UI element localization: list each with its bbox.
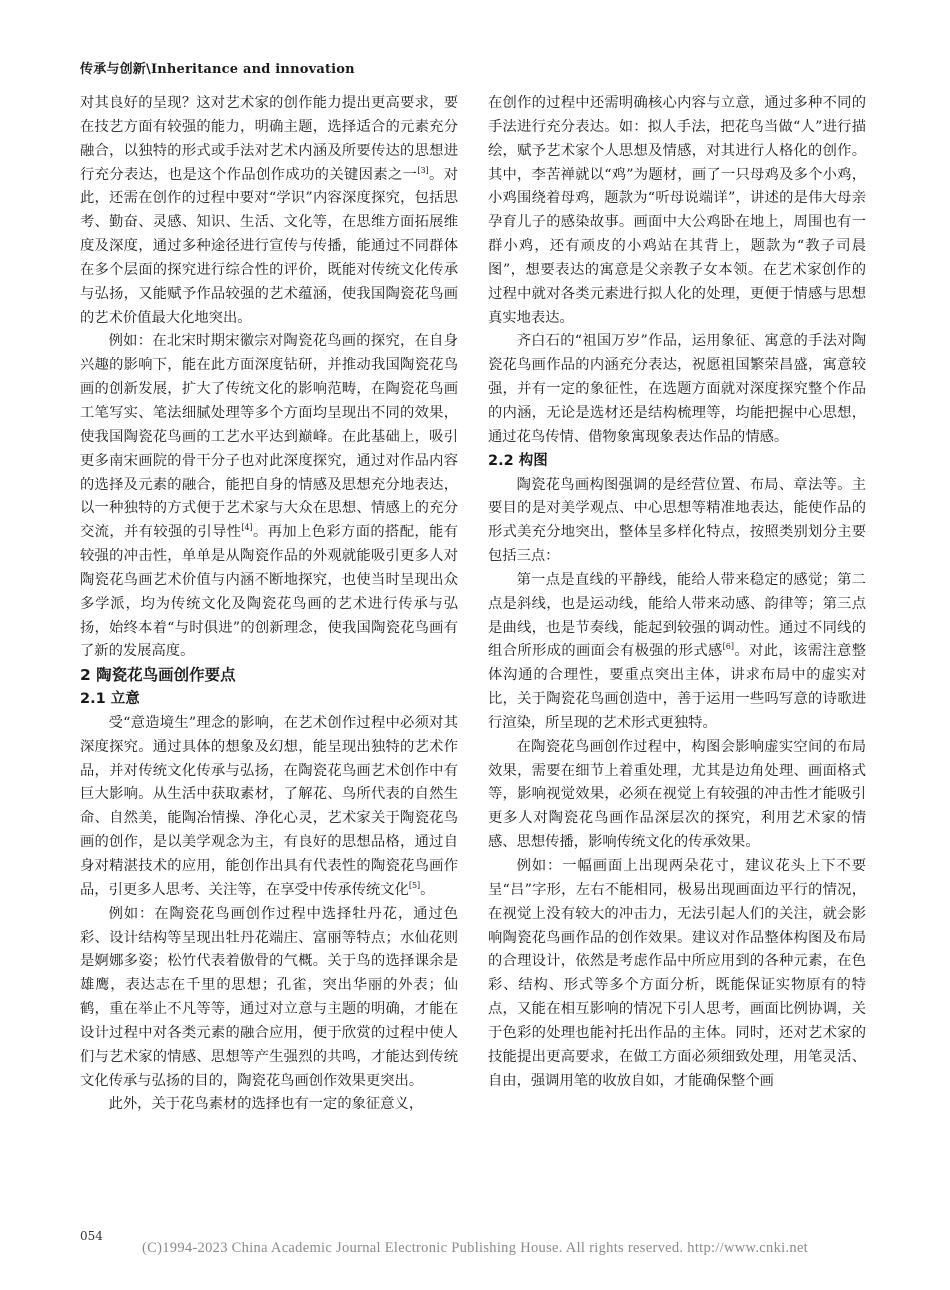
paragraph-text: 例如：在北宋时期宋徽宗对陶瓷花鸟画的探究，在自身兴趣的影响下，能在此方面深度钻研，并推动我国陶瓷花鸟画的创新发展，扩大了传统文化的影响范畴，在陶瓷花鸟画工笔写实、笔法细腻处理等多个方面均呈现出不同的效果，使我国陶瓷花鸟画的工艺水平达到巅峰。在此基础上，吸引更多南宋画院的骨干分子也对此深度探究，通过对作品内容的选择及元素的融合，能把自身的情感及思想充分地表达，以一种独特的方式便于艺术家与大众在思想、情感上的充分交流，并有较强的引导性 [80,333,458,541]
paragraph: 例如：一幅画面上出现两朵花寸，建议花头上下不要呈“吕”字形，左右不能相同，极易出现画面边平行的情况，在视觉上没有较大的冲击力，无法引起人们的关注，就会影响陶瓷花鸟画作品的创作效果。建议对作品整体构图及布局的合理设计，依然是考虑作品中所应用到的各种元素，在色彩、结构、形式等多个方面分析，既能保证实物原有的特点，又能在相互影响的情况下引人思考，画面比例协调，关于色彩的处理也能衬托出作品的主体。同时，还对艺术家的技能提出更高要求，在做工方面必须细致处理，用笔灵活、自由，强调用笔的收放自如，才能确保整个画 [488,858,866,1089]
paragraph [488,569,866,736]
paragraph: 齐白石的“祖国万岁”作品，运用象征、寓意的手法对陶瓷花鸟画作品的内涵充分表达，祝愿祖国繁荣昌盛，寓意较强，并有一定的象征性，在选题方面就对深度探究整个作品的内涵，无论是选材还是结构梳理等，均能把握中心思想，通过花鸟传情、借物象寓现象表达作品的情感。 [488,333,866,445]
paragraph [80,330,458,664]
paragraph-text: 第一点是直线的平静线，能给人带来稳定的感觉；第二点是斜线，也是运动线，能给人带来动感、韵律等；第三点是曲线，也是节奏线，能起到较强的调动性。通过不同线的组合所形成的画面会有极强的形式感 [488,571,866,660]
paragraph: 陶瓷花鸟画构图强调的是经营位置、布局、章法等。主要目的是对美学观点、中心思想等精准地表达，能使作品的形式美充分地突出，整体呈多样化特点，按照类别划分主要包括三点： [488,476,866,565]
left-column [80,92,458,1117]
footer-copyright: (C)1994-2023 China Academic Journal Electronic Publishing House. All rights reserved. http://www.cnki.net [141,1240,809,1256]
paragraph: 在陶瓷花鸟画创作过程中，构图会影响虚实空间的布局效果，需要在细节上着重处理，尤其是边角处理、画面格式等，影响视觉效果，必须在视觉上有较强的冲击性才能吸引更多人对陶瓷花鸟画作品深层次的探究，利用艺术家的情感、思想传播，影响传统文化的传承效果。 [488,738,866,851]
paragraph [80,712,458,903]
subsection-heading: 2.1 立意 [80,691,140,708]
running-head: 传承与创新\Inheritance and innovation [80,62,355,77]
citation-4: [4] [241,523,253,533]
section-heading: 2 陶瓷花鸟画创作要点 [80,666,236,685]
citation-3: [3] [417,165,429,175]
page-number: 054 [80,1229,103,1243]
citation-5: [5] [408,881,421,891]
paragraph: 例如：在陶瓷花鸟画创作过程中选择牡丹花，通过色彩、设计结构等呈现出牡丹花端庄、富丽等特点；水仙花则是婀娜多姿；松竹代表着傲骨的气概。关于鸟的选择课余是雄鹰，表达志在千里的思想；孔雀，突出华丽的外表；仙鹤，重在举止不凡等等，通过对立意与主题的明确，才能在设计过程中对各类元素的融合应用，便于欣赏的过程中使人们与艺术家的情感、思想等产生强烈的共鸣，才能达到传统文化传承与弘扬的目的，陶瓷花鸟画创作效果更突出。 [80,905,458,1089]
paragraph-text: 。再加上色彩方面的搭配，能有较强的冲击性，单单是从陶瓷作品的外观就能吸引更多人对陶瓷花鸟画艺术价值与内涵不断地探究，也使当时呈现出众多学派，均为传统文化及陶瓷花鸟画的艺术进行传承与弘扬，始终本着“与时俱进”的创新理念，使我国陶瓷花鸟画有了新的发展高度。 [80,524,458,660]
paragraph-text: 受“意造境生”理念的影响，在艺术创作过程中必须对其深度探究。通过具体的想象及幻想，能呈现出独特的艺术作品，并对传统文化传承与弘扬，在陶瓷花鸟画艺术创作中有巨大影响。从生活中获取素材，了解花、鸟所代表的自然生命、自然美，能陶冶情操、净化心灵，艺术家关于陶瓷花鸟画的创作，是以美学观念为主，有良好的思想品格，通过自身对精湛技术的应用，能创作出具有代表性的陶瓷花鸟画作品，引更多人思考、关注等，在享受中传承传统文化 [80,714,458,898]
citation-6: [6] [722,642,735,652]
paragraph-text: 。对此，该需注意整体沟通的合理性，要重点突出主体，讲求布局中的虚实对比，关于陶瓷花鸟画创造中，善于运用一些吗写意的诗歌进行渲染，所呈现的艺术形式更独特。 [488,643,867,731]
paragraph-text: 。对此，还需在创作的过程中要对“学识”内容深度探究，包括思考、勤奋、灵感、知识、生活、文化等，在思维方面拓展维度及深度，通过多种途径进行宣传与传播，能通过不同群体在多个层面的探究进行综合性的评价，既能对传统文化传承与弘扬，又能赋予作品较强的艺术蕴涵，使我国陶瓷花鸟画的艺术价值最大化地突出。 [80,166,459,326]
paragraph [80,92,458,330]
paragraph: 在创作的过程中还需明确核心内容与立意，通过多种不同的手法进行充分表达。如：拟人手法，把花鸟当做“人”进行描绘，赋予艺术家个人思想及情感，对其进行人格化的创作。其中，李苦禅就以“鸡”为题材，画了一只母鸡及多个小鸡，小鸡围绕着母鸡，题款为“听母说端详”，讲述的是伟大母亲孕育儿子的感染故事。画面中大公鸡卧在地上，周围也有一群小鸡，还有顽皮的小鸡站在其背上，题款为“教子司晨图”，想要表达的寓意是父亲教子女本领。在艺术家创作的过程中就对各类元素进行拟人化的处理，更便于情感与思想真实地表达。 [488,95,866,326]
subsection-heading: 2.2 构图 [488,452,548,469]
paragraph-text: 对其良好的呈现？这对艺术家的创作能力提出更高要求，要在技艺方面有较强的能力，明确主题，选择适合的元素充分融合，以独特的形式或手法对艺术内涵及所要传达的思想进行充分表达，也是这个作品创作成功的关键因素之一 [80,95,458,183]
right-column [488,92,866,1093]
paragraph: 此外，关于花鸟素材的选择也有一定的象征意义， [108,1096,424,1113]
paragraph-text: 。 [420,881,435,898]
